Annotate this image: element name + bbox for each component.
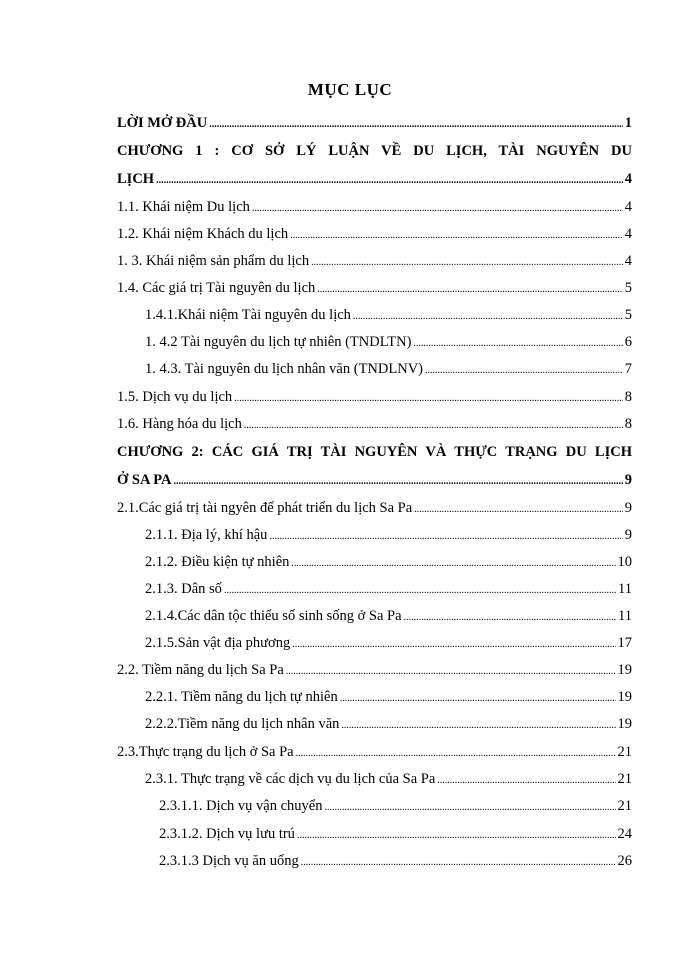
toc-entry-label: 2.2.2.Tiềm năng du lịch nhân văn <box>145 716 340 732</box>
toc-entry-label: 2.3.1.3 Dịch vụ ăn uống <box>159 853 299 869</box>
toc-entry-2-1[interactable] <box>117 498 632 518</box>
toc-entry-page: 7 <box>624 361 632 377</box>
toc-entry-label: 2.3.1.2. Dịch vụ lưu trú <box>159 826 295 842</box>
toc-leader-dots <box>413 332 622 352</box>
toc-entry-page: 4 <box>624 226 632 242</box>
toc-entry-1-1[interactable] <box>117 197 632 217</box>
toc-entry-page: 8 <box>624 416 632 432</box>
toc-entry-label: 2.2.1. Tiềm năng du lịch tự nhiên <box>145 689 338 705</box>
toc-entry-2-3[interactable] <box>117 742 632 762</box>
toc-leader-dots <box>292 633 615 653</box>
toc-entry-label: 2.2. Tiềm năng du lịch Sa Pa <box>117 662 284 678</box>
toc-entry-1-3[interactable] <box>117 251 632 271</box>
toc-leader-dots <box>297 824 616 844</box>
toc-entry-label: 2.1.4.Các dân tộc thiểu số sinh sống ở Sa Pa <box>145 608 402 624</box>
toc-entry-label: LỜI MỞ ĐẦU <box>117 115 208 131</box>
toc-entry-2-3-1-2[interactable] <box>159 824 632 844</box>
toc-entry-page: 10 <box>617 554 632 570</box>
toc-chapter-1-heading[interactable]: CHƯƠNG 1 : CƠ SỞ LÝ LUẬN VỀ DU LỊCH, TÀI NGUYÊN DU <box>117 143 632 159</box>
toc-entry-label: 1. 3. Khái niệm sản phẩm du lịch <box>117 253 310 269</box>
toc-entry-page: 21 <box>617 744 632 760</box>
toc-leader-dots <box>296 742 616 762</box>
toc-entry-2-1-5[interactable] <box>145 633 632 653</box>
toc-leader-dots <box>437 769 615 789</box>
toc-leader-dots <box>244 414 623 434</box>
toc-entry-label: 1. 4.2 Tài nguyên du lịch tự nhiên (TNDLTN) <box>145 334 412 350</box>
toc-entry-page: 26 <box>617 853 632 869</box>
toc-entry-label: 2.3.1.1. Dịch vụ vận chuyển <box>159 798 323 814</box>
toc-entry-page: 5 <box>624 307 632 323</box>
toc-entry-page: 21 <box>617 771 632 787</box>
toc-entry-2-2[interactable] <box>117 660 632 680</box>
toc-leader-dots <box>252 197 623 217</box>
toc-leader-dots <box>317 278 622 298</box>
toc-entry-page: 19 <box>617 662 632 678</box>
toc-entry-page: 21 <box>617 798 632 814</box>
toc-entry-label: 2.3.1. Thực trạng về các dịch vụ du lịch của Sa Pa <box>145 771 436 787</box>
toc-leader-dots <box>301 851 616 871</box>
toc-leader-dots <box>341 714 615 734</box>
toc-chapter-2-heading[interactable]: CHƯƠNG 2: CÁC GIÁ TRỊ TÀI NGUYÊN VÀ THỰC TRẠNG DU LỊCH <box>117 444 632 460</box>
toc-entry-label: 1.1. Khái niệm Du lịch <box>117 199 250 215</box>
toc-entry-page: 8 <box>624 389 632 405</box>
toc-entry-page: 11 <box>618 581 632 597</box>
toc-entry-2-1-4[interactable] <box>145 606 632 626</box>
toc-entry-2-1-2[interactable] <box>145 552 632 572</box>
toc-leader-dots <box>224 579 616 599</box>
toc-leader-dots <box>269 525 622 545</box>
toc-entry-label: 1.4.1.Khái niệm Tài nguyên du lịch <box>145 307 351 323</box>
toc-entry-1-2[interactable] <box>117 224 632 244</box>
page-title: MỤC LỤC <box>307 80 393 99</box>
toc-leader-dots <box>353 305 623 325</box>
toc-entry-page: 17 <box>617 635 632 651</box>
toc-entry-chuong-1[interactable] <box>117 169 632 189</box>
toc-entry-label: 2.1.1. Địa lý, khí hậu <box>145 527 268 543</box>
toc-entry-page: 4 <box>624 199 632 215</box>
toc-leader-dots <box>425 359 623 379</box>
toc-leader-dots <box>209 113 623 133</box>
toc-entry-page: 24 <box>617 826 632 842</box>
toc-entry-page: 9 <box>624 527 632 543</box>
toc-entry-1-4-2[interactable] <box>145 332 632 352</box>
toc-entry-label: 2.1.Các giá trị tài ngyên để phát triển du lịch Sa Pa <box>117 500 413 516</box>
toc-entry-page: 4 <box>624 253 632 269</box>
toc-entry-label: LỊCH <box>117 171 155 187</box>
toc-leader-dots <box>156 169 623 189</box>
toc-entry-1-5[interactable] <box>117 387 632 407</box>
toc-entry-1-4-3[interactable] <box>145 359 632 379</box>
toc-entry-page: 4 <box>624 171 632 187</box>
toc-entry-label: Ở SA PA <box>117 472 172 488</box>
toc-leader-dots <box>340 687 616 707</box>
toc-entry-1-4-1[interactable] <box>145 305 632 325</box>
toc-entry-loi-mo-dau[interactable] <box>117 113 632 133</box>
toc-leader-dots <box>325 796 616 816</box>
toc-entry-label: 1. 4.3. Tài nguyên du lịch nhân văn (TNDLNV) <box>145 361 423 377</box>
toc-entry-page: 1 <box>624 115 632 131</box>
toc-entry-1-4[interactable] <box>117 278 632 298</box>
toc-entry-page: 9 <box>624 472 632 488</box>
toc-entry-page: 5 <box>624 280 632 296</box>
toc-leader-dots <box>174 470 623 490</box>
toc-entry-page: 9 <box>624 500 632 516</box>
toc-leader-dots <box>404 606 616 626</box>
toc-leader-dots <box>234 387 623 407</box>
toc-entry-label: 1.5. Dịch vụ du lịch <box>117 389 233 405</box>
toc-entry-label: 2.1.3. Dân số <box>145 581 222 597</box>
toc-leader-dots <box>414 498 623 518</box>
toc-entry-label: 1.2. Khái niệm Khách du lịch <box>117 226 289 242</box>
toc-entry-label: 2.1.2. Điều kiện tự nhiên <box>145 554 290 570</box>
toc-entry-chuong-2[interactable] <box>117 470 632 490</box>
toc-entry-page: 19 <box>617 689 632 705</box>
toc-entry-2-3-1-3[interactable] <box>159 851 632 871</box>
toc-entry-label: 2.1.5.Sản vật địa phương <box>145 635 291 651</box>
toc-entry-2-1-1[interactable] <box>145 525 632 545</box>
toc-entry-label: 2.3.Thực trạng du lịch ở Sa Pa <box>117 744 294 760</box>
toc-leader-dots <box>311 251 623 271</box>
toc-leader-dots <box>290 224 623 244</box>
toc-entry-2-3-1-1[interactable] <box>159 796 632 816</box>
toc-entry-page: 6 <box>624 334 632 350</box>
toc-entry-label: 1.6. Hàng hóa du lịch <box>117 416 242 432</box>
toc-entry-2-1-3[interactable] <box>145 579 632 599</box>
toc-entry-label: 1.4. Các giá trị Tài nguyên du lịch <box>117 280 316 296</box>
toc-leader-dots <box>291 552 615 572</box>
toc-entry-page: 11 <box>618 608 632 624</box>
toc-entry-1-6[interactable] <box>117 414 632 434</box>
toc-entry-page: 19 <box>617 716 632 732</box>
toc-entry-2-2-2[interactable] <box>145 714 632 734</box>
toc-entry-2-3-1[interactable] <box>145 769 632 789</box>
toc-entry-2-2-1[interactable] <box>145 687 632 707</box>
toc-leader-dots <box>286 660 616 680</box>
